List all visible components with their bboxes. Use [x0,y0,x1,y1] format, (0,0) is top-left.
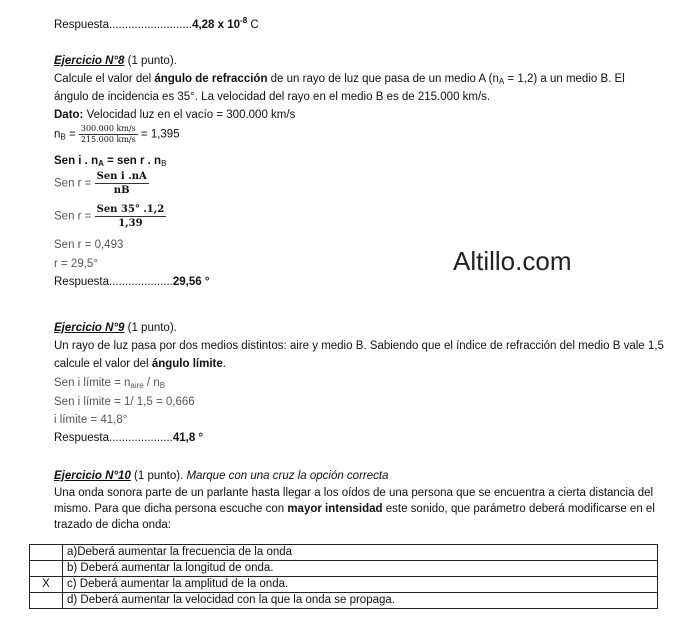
ex8-p1-b: de un rayo de luz que pasa de un medio A (n [267,73,499,85]
ex8-dato-text: Velocidad luz en el vacío = 300.000 km/s [83,109,296,121]
option-text: d) Deberá aumentar la velocidad con la que la onda se propaga. [63,593,658,609]
nb-symbol: n [54,128,61,141]
option-text: a)Deberá aumentar la frecuencia de la onda [63,545,658,561]
ex9-angle: i límite = 41,8° [54,414,128,426]
previous-answer-line [54,13,259,33]
senr2-fraction [95,203,167,230]
snell-a: Sen i . n [54,155,99,167]
ex8-dato-label: Dato: [54,109,84,121]
nb-numerator: 300.000 km/s [80,124,136,133]
ex8-dato [54,107,295,123]
ex8-p1-a: Calcule el valor del [54,73,155,85]
ex8-p1-bold: ángulo de refracción [154,73,268,85]
snell-sub-a: A [98,159,104,168]
ex10-paragraph-line1: Una onda sonora parte de un parlante hasta llegar a los oídos de una persona que se encuentra a cierta distancia del [54,487,654,499]
option-row-d[interactable] [30,593,658,609]
ex8-points: (1 punto). [124,55,177,67]
nb-denominator: 215.000 km/s [80,135,136,144]
option-text: c) Deberá aumentar la amplitud de la onda. [63,577,658,593]
ex9-heading [54,320,177,336]
ex9-points: (1 punto). [124,322,177,334]
ex9-paragraph-line2 [54,356,226,372]
ex9-title: Ejercicio N°9 [54,322,125,334]
answer-unit: C [247,19,259,31]
option-row-a[interactable] [30,545,658,561]
senr2-numerator: Sen 35° .1,2 [96,204,165,215]
ex8-heading [54,53,177,69]
ex10-p2-b: este sonido, que parámetro deberá modificarse en el [382,503,655,515]
ex10-p2-bold: mayor intensidad [287,503,383,515]
nb-fraction [79,124,138,145]
ex8-answer-label: Respuesta.................... [54,276,173,288]
senr1-numerator: Sen i .nA [96,171,147,182]
option-row-c[interactable] [30,577,658,593]
nb-sub: B [60,132,66,142]
ex9-l1-b: / n [143,377,160,389]
ex9-l1-a: Sen i límite = n [54,377,131,389]
ex8-senr-formula [54,170,149,197]
ex8-nb-equation [54,124,180,146]
senr1-label: Sen r = [54,177,95,190]
answer-label: Respuesta.......................... [54,19,193,31]
ex8-r-value: r = 29,5° [54,258,98,270]
ex8-senr-substituted [54,203,166,230]
watermark-logo: Altillo.com [453,246,572,276]
ex9-l1-sub2: B [159,381,166,390]
ex9-p2-a: calcule el valor del [54,358,152,370]
ex10-paragraph-line3: trazado de dicha onda: [54,519,172,531]
ex8-title: Ejercicio N°8 [54,55,125,67]
ex9-answer [54,430,203,446]
ex10-points: (1 punto). [130,470,187,482]
ex8-senr-result: Sen r = 0,493 [54,239,124,251]
ex8-paragraph-line2: ángulo de incidencia es 35°. La velocidad del rayo en el medio B es de 215.000 km/s. [54,91,491,103]
option-text: b) Deberá aumentar la longitud de onda. [63,561,658,577]
senr1-fraction [95,170,149,197]
ex8-answer [54,274,209,290]
senr2-label: Sen r = [54,210,95,223]
ex9-calc: Sen i límite = 1/ 1,5 = 0,666 [54,396,195,408]
ex9-answer-label: Respuesta.................... [54,432,173,444]
option-mark-cell[interactable] [30,593,63,609]
ex8-p1-sub: A [498,77,505,86]
option-mark-cell[interactable]: X [30,577,63,593]
ex8-p1-c: = 1,2) a un medio B. El [504,73,625,85]
option-mark-cell[interactable] [30,545,63,561]
option-row-b[interactable] [30,561,658,577]
nb-eq: = [65,128,79,141]
options-table [29,544,658,609]
ex9-paragraph-line1: Un rayo de luz pasa por dos medios distintos: aire y medio B. Sabiendo que el índice de refracción del medio B vale 1,5 [54,340,664,352]
ex9-answer-value: 41,8 ° [172,432,204,444]
answer-value: 4,28 x 10 [192,19,241,31]
ex9-p2-b: . [222,358,226,370]
ex9-formula [54,375,165,394]
ex10-title: Ejercicio N°10 [54,470,131,482]
ex9-p2-bold: ángulo límite [151,358,223,370]
ex10-p2-a: mismo. Para que dicha persona escuche con [54,503,288,515]
option-mark-cell[interactable] [30,561,63,577]
ex10-heading [54,468,388,484]
senr2-denominator: 1,39 [118,218,143,229]
answer-exponent: -8 [240,16,248,25]
senr1-denominator: nB [113,185,130,196]
ex8-answer-value: 29,56 ° [172,276,210,288]
snell-sub-b: B [161,159,167,168]
snell-b: = sen r . n [103,155,162,167]
ex10-instruction: Marque con una cruz la opción correcta [186,470,389,482]
ex10-paragraph-line2 [54,501,655,517]
nb-result: = 1,395 [137,128,180,141]
ex9-l1-sub: aire [130,381,144,390]
ex8-paragraph-line1 [54,71,625,90]
